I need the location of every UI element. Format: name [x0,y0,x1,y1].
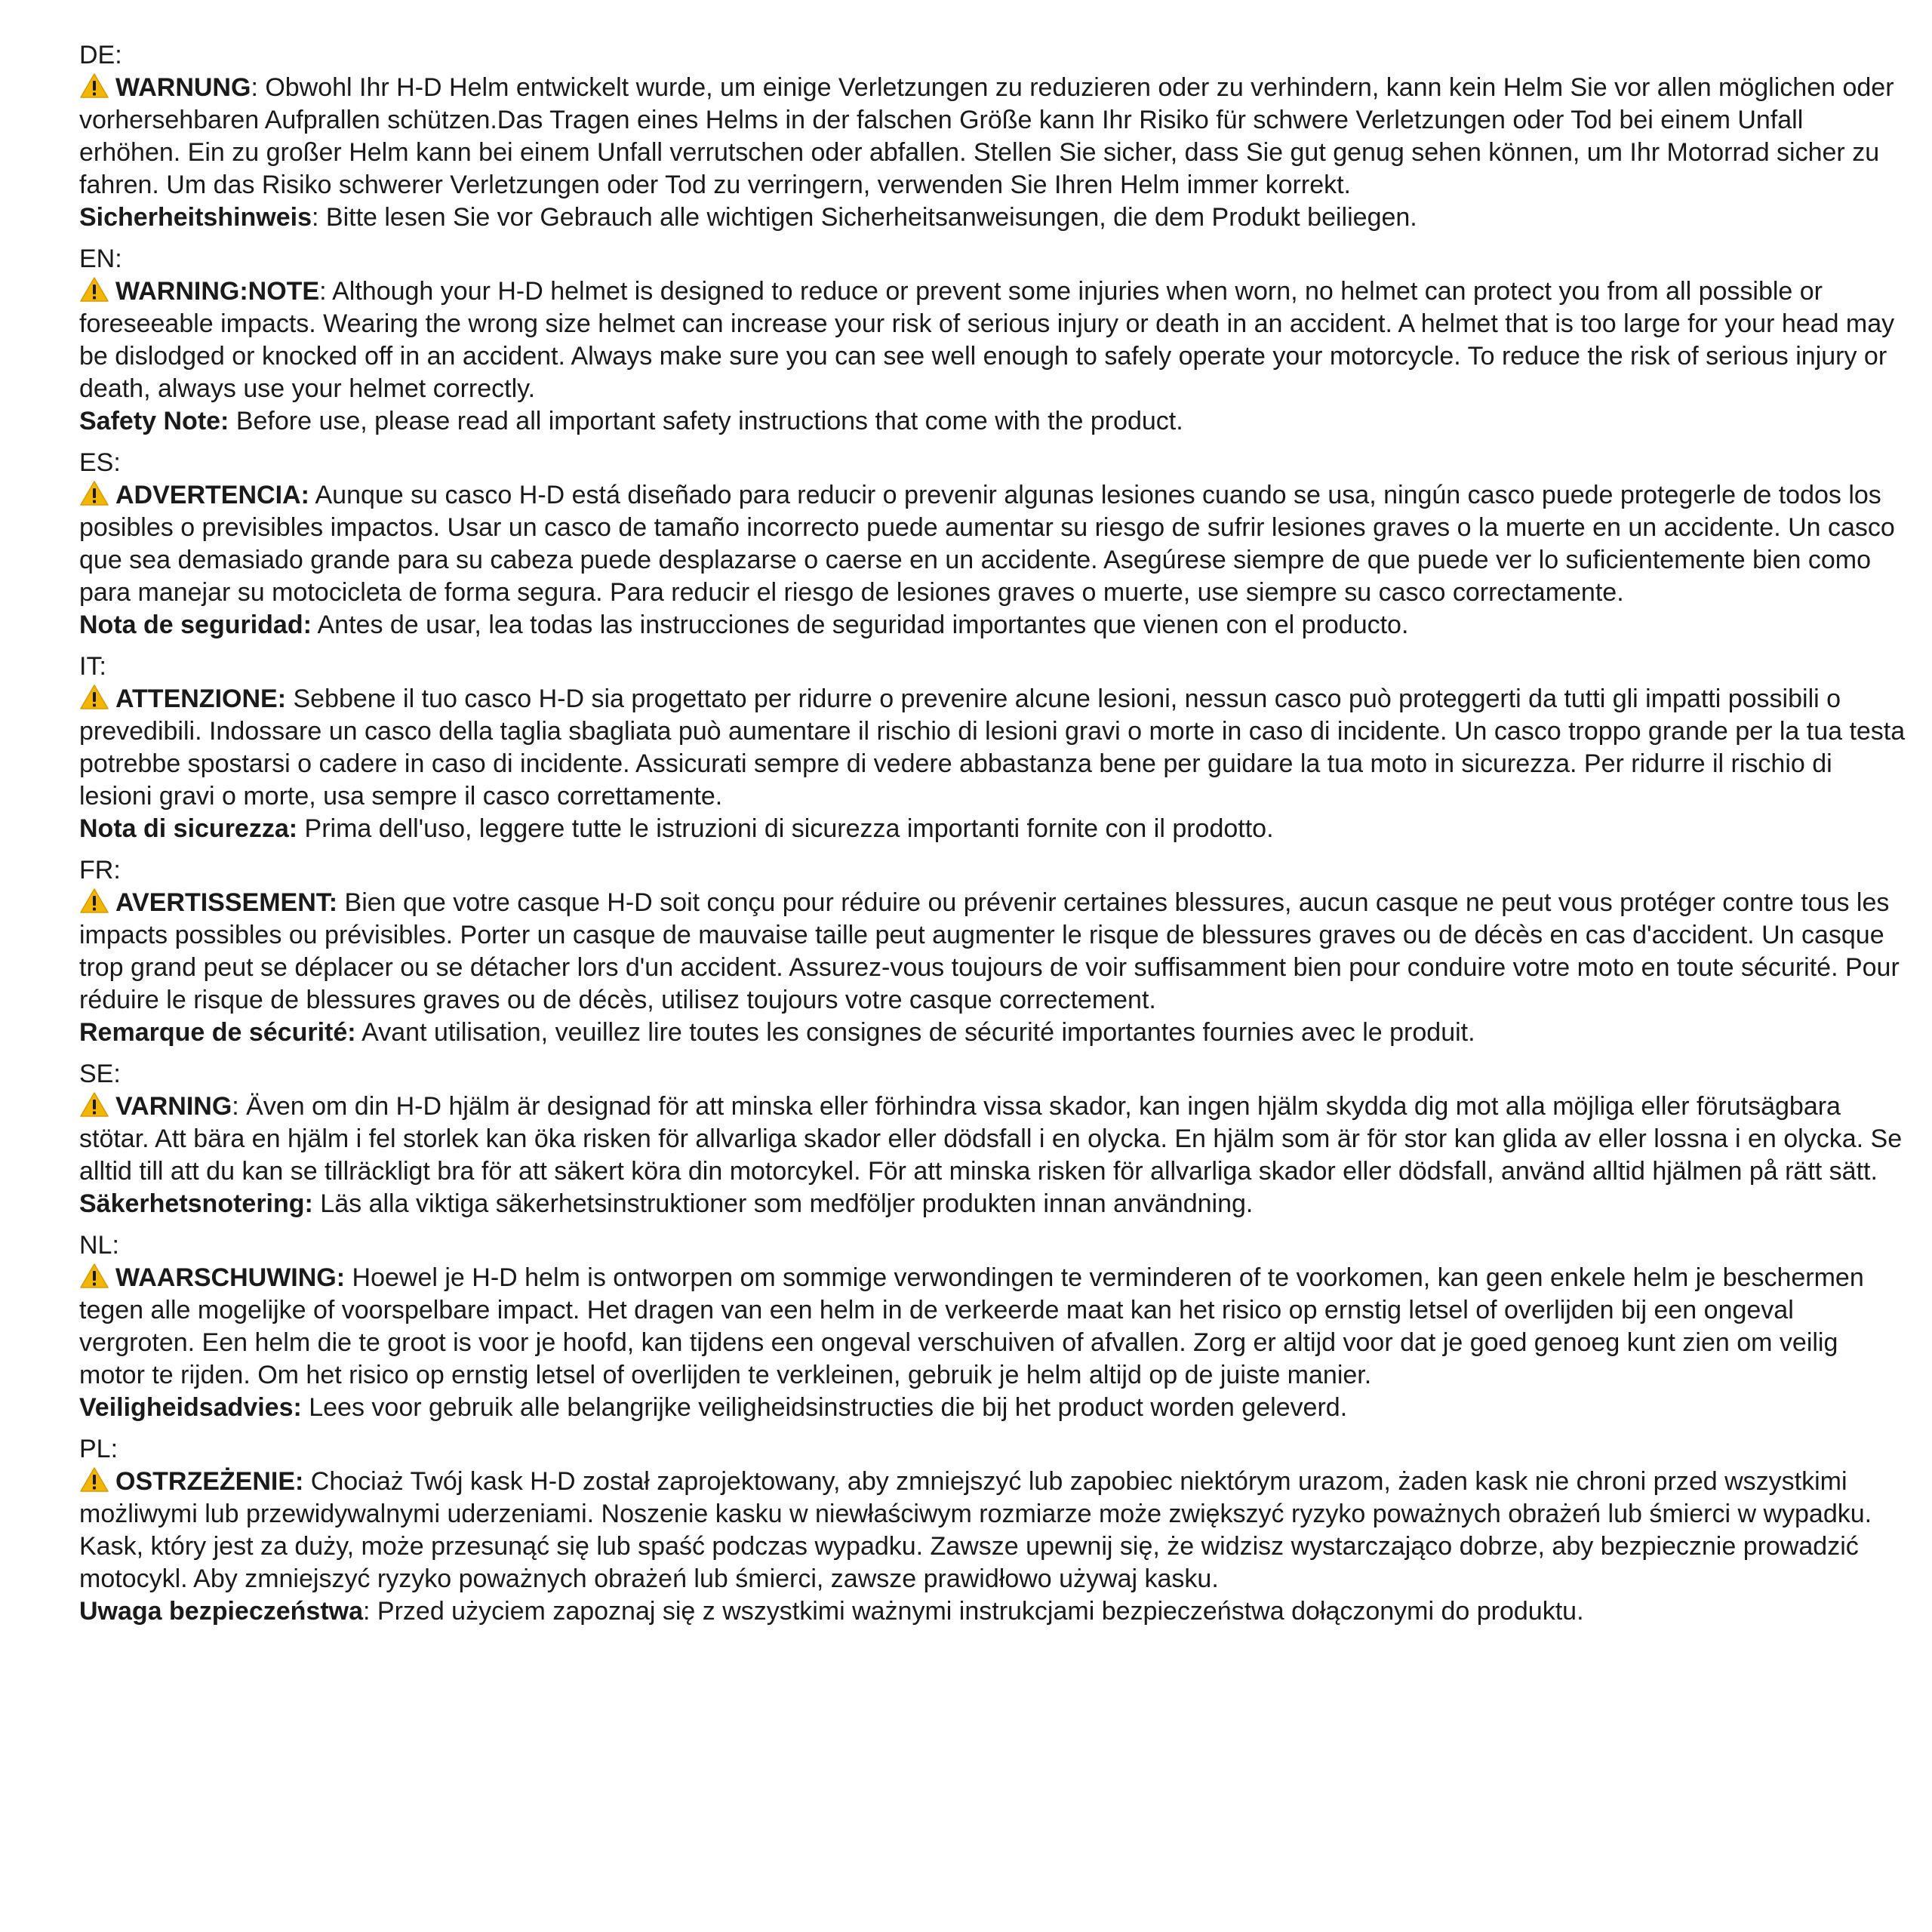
safety-note-text: Lees voor gebruik alle belangrijke veiligheidsinstructies die bij het product worden geleverd. [301,1393,1348,1422]
warning-label: ATTENZIONE: [115,685,287,713]
warning-triangle-icon [79,480,109,506]
warning-text: Hoewel je H-D helm is ontworpen om sommige verwondingen te verminderen of te voorkomen, kan geen enkele helm je beschermen tegen alle mogelijke of voorspelbare impact. Het dragen van een helm in de verkeerde maat kan het risico op ernstig letsel of overlijden bij een ongeval vergroten. Een helm die te groot is voor je hoofd, kan tijdens een ongeval verschuiven of afvallen. Zorg er altijd voor dat je goed genoeg kunt zien om veilig motor te rijden. Om het risico op ernstig letsel of overlijden te verkleinen, gebruik je helm altijd op de juiste manier. [79,1263,1864,1389]
lang-block-en [79,243,1906,438]
warning-text: Bien que votre casque H-D soit conçu pour réduire ou prévenir certaines blessures, aucun casque ne peut vous protéger contre tous les impacts possibles ou prévisibles. Porter un casque de mauvaise taille peut augmenter le risque de blessures graves ou de décès en cas d'accident. Un casque trop grand peut se déplacer ou se détacher lors d'un accident. Assurez-vous toujours de voir suffisamment bien pour conduire votre moto en toute sécurité. Pour réduire le risque de blessures graves ou de décès, utilisez toujours votre casque correctement. [79,888,1900,1014]
warning-paragraph [79,275,1906,405]
lang-block-se [79,1058,1906,1220]
warning-text: Sebbene il tuo casco H-D sia progettato per ridurre o prevenire alcune lesioni, nessun casco può proteggerti da tutti gli impatti possibili o prevedibili. Indossare un casco della taglia sbagliata può aumentare il rischio di lesioni gravi o morte in caso di incidente. Un casco troppo grande per la tua testa potrebbe spostarsi o cadere in caso di incidente. Assicurati sempre di vedere abbastanza bene per guidare la tua moto in sicurezza. Per ridurre il rischio di lesioni gravi o morte, usa sempre il casco correttamente. [79,685,1906,811]
safety-note-label: Remarque de sécurité: [79,1018,356,1047]
warning-text: : Obwohl Ihr H-D Helm entwickelt wurde, um einige Verletzungen zu reduzieren oder zu verhindern, kann kein Helm Sie vor allen möglichen oder vorhersehbaren Aufprallen schützen.Das Tragen eines Helms in der falschen Größe kann Ihr Risiko für schwere Verletzungen oder Tod bei einem Unfall erhöhen. Ein zu großer Helm kann bei einem Unfall verrutschen oder abfallen. Stellen Sie sicher, dass Sie gut genug sehen können, um Ihr Motorrad sicher zu fahren. Um das Risiko schwerer Verletzungen oder Tod zu verringern, verwenden Sie Ihren Helm immer korrekt. [79,73,1894,199]
warning-triangle-icon [79,276,109,303]
warning-triangle-icon [79,72,109,99]
warning-paragraph [79,887,1906,1017]
warning-text: Chociaż Twój kask H-D został zaprojektowany, aby zmniejszyć lub zapobiec niektórym urazom, żaden kask nie chroni przed wszystkimi możliwymi lub przewidywalnymi uderzeniami. Noszenie kasku w niewłaściwym rozmiarze może zwiększyć ryzyko poważnych obrażeń lub śmierci w wypadku. Kask, który jest za duży, może przesunąć się lub spaść podczas wypadku. Zawsze upewnij się, że widzisz wystarczająco dobrze, aby bezpiecznie prowadzić motocykl. Aby zmniejszyć ryzyko poważnych obrażeń lub śmierci, zawsze prawidłowo używaj kasku. [79,1467,1872,1593]
safety-note-paragraph [79,405,1906,438]
language-code: EN: [79,245,122,273]
safety-note-label: Uwaga bezpieczeństwa [79,1597,364,1626]
warning-text: Aunque su casco H-D está diseñado para reducir o prevenir algunas lesiones cuando se usa, ningún casco puede protegerle de todos los posibles o previsibles impactos. Usar un casco de tamaño incorrecto puede aumentar su riesgo de sufrir lesiones graves o la muerte en un accidente. Un casco que sea demasiado grande para su cabeza puede desplazarse o caerse en un accidente. Asegúrese siempre de que puede ver lo suficientemente bien como para manejar su motocicleta de forma segura. Para reducir el riesgo de lesiones graves o muerte, use siempre su casco correctamente. [79,481,1895,607]
lang-block-de [79,39,1906,234]
lang-block-pl [79,1433,1906,1628]
warning-label: VARNING [115,1092,232,1121]
lang-block-it [79,651,1906,845]
safety-note-label: Safety Note: [79,407,229,435]
safety-note-paragraph [79,202,1906,234]
safety-note-paragraph [79,1392,1906,1424]
warning-label: WARNUNG [115,73,251,102]
safety-note-label: Säkerhetsnotering: [79,1189,313,1218]
warning-triangle-icon [79,888,109,914]
safety-note-paragraph [79,813,1906,845]
warning-text: : Även om din H-D hjälm är designad för att minska eller förhindra vissa skador, kan ingen hjälm skydda dig mot alla möjliga eller förutsägbara stötar. Att bära en hjälm i fel storlek kan öka risken för allvarliga skador eller dödsfall i en olycka. En hjälm som är för stor kan glida av eller lossna i en olycka. Se alltid till att du kan se tillräckligt bra för att säkert köra din motorcykel. För att minska risken för allvarliga skador eller dödsfall, använd alltid hjälmen på rätt sätt. [79,1092,1903,1186]
language-code: FR: [79,856,121,884]
safety-note-label: Nota di sicurezza: [79,814,298,843]
language-code: IT: [79,652,106,681]
warning-label: WAARSCHUWING: [115,1263,346,1292]
warning-triangle-icon [79,1091,109,1118]
safety-note-text: : Bitte lesen Sie vor Gebrauch alle wichtigen Sicherheitsanweisungen, die dem Produkt beiliegen. [312,203,1417,232]
safety-note-label: Veiligheidsadvies: [79,1393,302,1422]
warning-label: WARNING:NOTE [115,277,320,306]
warning-triangle-icon [79,1263,109,1289]
warning-triangle-icon [79,1466,109,1493]
warning-label: OSTRZEŻENIE: [115,1467,304,1496]
warning-text: : Although your H-D helmet is designed to reduce or prevent some injuries when worn, no helmet can protect you from all possible or foreseeable impacts. Wearing the wrong size helmet can increase your risk of serious injury or death in an accident. A helmet that is too large for your head may be dislodged or knocked off in an accident. Always make sure you can see well enough to safely operate your motorcycle. To reduce the risk of serious injury or death, always use your helmet correctly. [79,277,1895,403]
safety-note-text: : Przed użyciem zapoznaj się z wszystkimi ważnymi instrukcjami bezpieczeństwa dołączonymi do produktu. [363,1597,1584,1626]
safety-note-text: Läs alla viktiga säkerhetsinstruktioner som medföljer produkten innan användning. [312,1189,1254,1218]
safety-note-text: Avant utilisation, veuillez lire toutes les consignes de sécurité importantes fournies avec le produit. [355,1018,1475,1047]
warning-label: AVERTISSEMENT: [115,888,338,917]
warning-label: ADVERTENCIA: [115,481,309,509]
warning-paragraph [79,1466,1906,1595]
safety-note-text: Antes de usar, lea todas las instrucciones de seguridad importantes que vienen con el producto. [311,611,1409,639]
warning-paragraph [79,1262,1906,1392]
safety-note-paragraph [79,609,1906,641]
language-code: SE: [79,1060,121,1088]
warning-paragraph [79,72,1906,202]
lang-block-nl [79,1229,1906,1424]
warning-triangle-icon [79,684,109,710]
safety-note-paragraph [79,1595,1906,1628]
safety-note-text: Before use, please read all important safety instructions that come with the product. [229,407,1183,435]
warning-paragraph [79,479,1906,609]
safety-note-label: Nota de seguridad: [79,611,312,639]
safety-note-paragraph [79,1017,1906,1049]
warning-paragraph [79,683,1906,813]
safety-warnings-sheet [79,39,1906,1637]
language-code: NL: [79,1231,119,1260]
language-code: ES: [79,448,121,477]
language-code: PL: [79,1435,118,1463]
lang-block-fr [79,854,1906,1049]
warning-paragraph [79,1091,1906,1188]
language-code: DE: [79,41,122,69]
lang-block-es [79,447,1906,641]
safety-note-paragraph [79,1188,1906,1220]
safety-note-text: Prima dell'uso, leggere tutte le istruzioni di sicurezza importanti fornite con il prodotto. [297,814,1274,843]
safety-note-label: Sicherheitshinweis [79,203,312,232]
